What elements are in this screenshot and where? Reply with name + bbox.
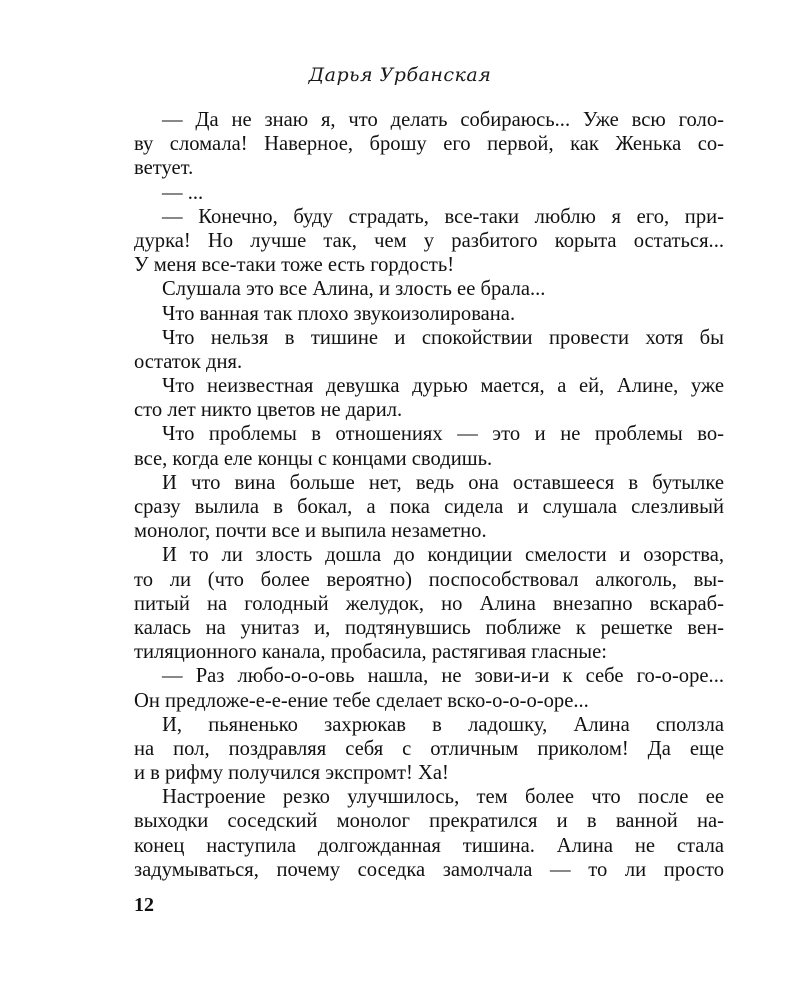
text-line: на пол, поздравляя себя с отличным приколом! Да еще [134, 737, 724, 760]
text-line: питый на голодный желудок, но Алина внезапно вскараб- [134, 592, 724, 615]
text-line: ветует. [134, 157, 194, 180]
text-line: тиляционного канала, пробасила, растягивая гласные: [134, 641, 607, 664]
text-line: выходки соседский монолог прекратился и в ванной на- [134, 810, 724, 833]
text-line: И, пьяненько захрюкав в ладошку, Алина сползла [162, 713, 724, 736]
text-line: Что проблемы в отношениях — это и не проблемы во- [162, 423, 724, 446]
text-line: остаток дня. [134, 350, 243, 373]
text-line: сразу вылила в бокал, а пока сидела и слушала слезливый [134, 496, 724, 518]
text-line: — Конечно, буду страдать, все-таки люблю я его, при- [162, 205, 724, 228]
text-line: дурка! Но лучше так, чем у разбитого корыта остаться... [134, 229, 724, 252]
text-line: монолог, почти все и выпила незаметно. [134, 520, 487, 543]
body-text [134, 108, 724, 882]
text-line: ву сломала! Наверное, брошу его первой, как Женька со- [134, 133, 724, 156]
text-line: Он предложе-е-е-ение тебе сделает вско-о-о-о-оре... [134, 689, 589, 712]
running-header-author: Дарья Урбанская [308, 64, 492, 86]
text-line: — Да не знаю я, что делать собираюсь... Уже всю голо- [162, 109, 724, 131]
text-line: — ... [162, 181, 204, 204]
text-line: Что ванная так плохо звукоизолирована. [162, 302, 516, 325]
text-line: калась на унитаз и, подтянувшись поближе к решетке вен- [134, 616, 724, 639]
text-line: Слушала это все Алина, и злость ее брала... [162, 278, 546, 301]
text-line: и в рифму получился экспромт! Ха! [134, 762, 449, 785]
text-line: конец наступила долгожданная тишина. Алина не стала [134, 834, 724, 857]
text-line: сто лет никто цветов не дарил. [134, 399, 403, 422]
text-line: задумываться, почему соседка замолчала — то ли просто [134, 858, 724, 881]
text-line: И что вина больше нет, ведь она оставшееся в бутылке [162, 471, 724, 494]
text-line: У меня все-таки тоже есть гордость! [134, 254, 455, 277]
text-line: то ли (что более вероятно) поспособствовал алкоголь, вы- [134, 568, 724, 591]
text-line: все, когда еле концы с концами сводишь. [134, 447, 493, 470]
page-number: 12 [134, 894, 154, 916]
text-line: Что нельзя в тишине и спокойствии провести хотя бы [162, 326, 724, 349]
text-line: И то ли злость дошла до кондиции смелости и озорства, [162, 544, 724, 567]
text-line: Настроение резко улучшилось, тем более что после ее [162, 786, 724, 809]
text-line: Что неизвестная девушка дурью мается, а ей, Алине, уже [162, 375, 724, 398]
text-line: — Раз любо-о-о-овь нашла, не зови-и-и к себе го-о-оре... [162, 665, 724, 688]
